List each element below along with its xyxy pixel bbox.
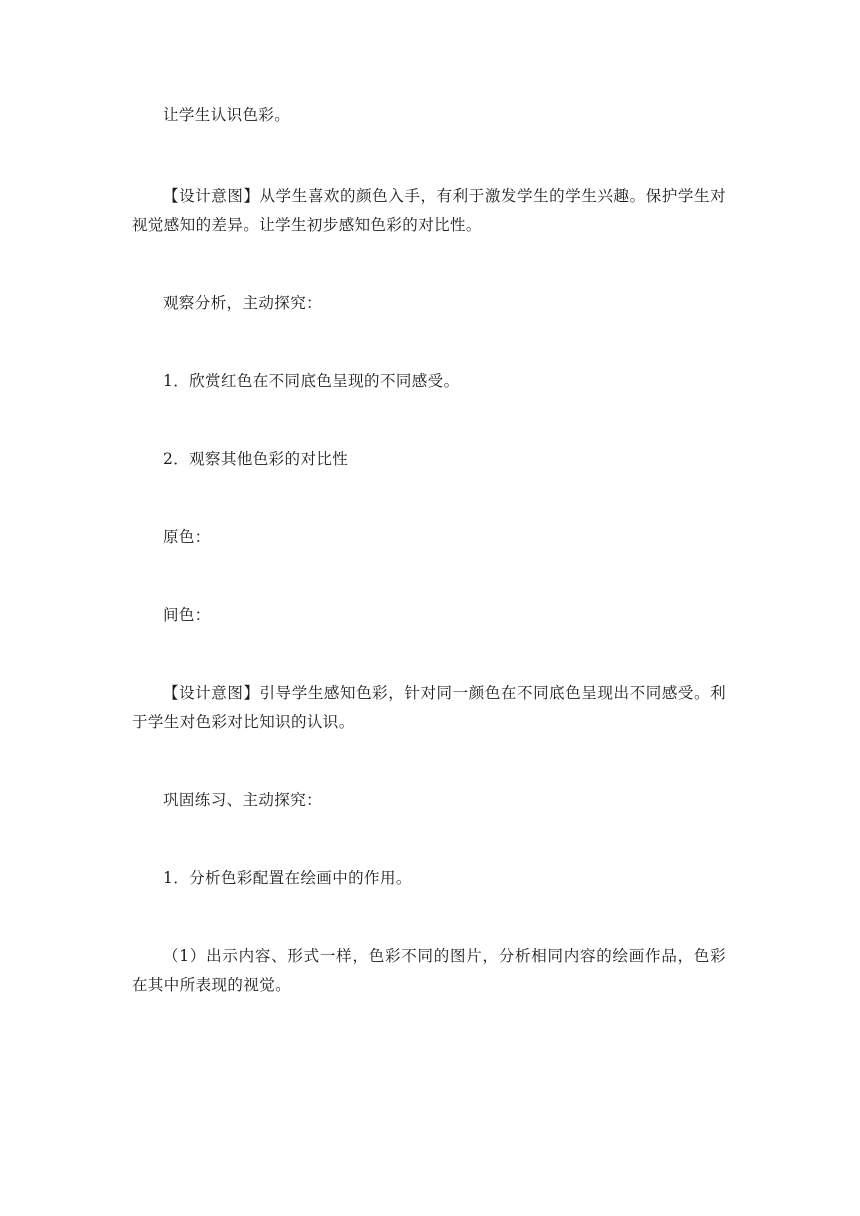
paragraph-secondary-colors: 间色： — [163, 606, 211, 624]
paragraph-item-1: 1．欣赏红色在不同底色呈现的不同感受。 — [163, 372, 460, 390]
paragraph-practice-heading: 巩固练习、主动探究： — [163, 791, 323, 809]
paragraph-intro: 让学生认识色彩。 — [163, 106, 291, 124]
paragraph-design-intent-2: 【设计意图】引导学生感知色彩，针对同一颜色在不同底色呈现出不同感受。利于学生对色彩对比知识的认识。 — [132, 684, 726, 731]
paragraph-practice-subitem-1: （1）出示内容、形式一样，色彩不同的图片，分析相同内容的绘画作品，色彩在其中所表现的视觉。 — [132, 947, 726, 994]
paragraph-practice-item-1: 1．分析色彩配置在绘画中的作用。 — [163, 869, 412, 887]
paragraph-design-intent-1: 【设计意图】从学生喜欢的颜色入手，有利于激发学生的学生兴趣。保护学生对视觉感知的差异。让学生初步感知色彩的对比性。 — [132, 187, 726, 234]
paragraph-observe-heading: 观察分析，主动探究： — [163, 294, 323, 312]
paragraph-item-2: 2．观察其他色彩的对比性 — [163, 450, 349, 468]
paragraph-primary-colors: 原色： — [163, 528, 211, 546]
